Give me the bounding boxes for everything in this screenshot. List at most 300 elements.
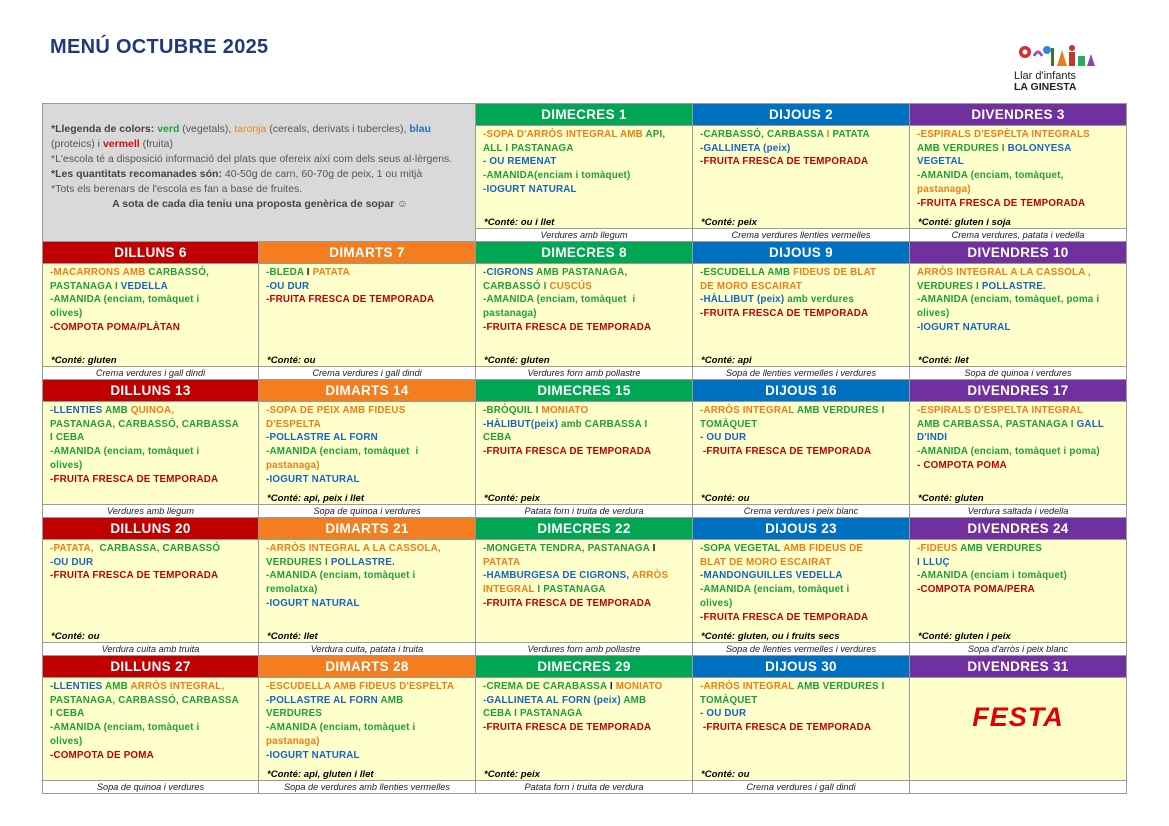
menu-text: remolatxa) <box>266 584 318 596</box>
menu-line <box>50 569 254 583</box>
day-menu <box>43 264 259 367</box>
day-menu <box>693 540 910 643</box>
menu-line <box>483 431 688 445</box>
menu-text: -GALLINETA AL FORN (peix) <box>483 694 624 706</box>
menu-text: MONIATO <box>541 405 589 416</box>
menu-text: AMB VERDURES I <box>796 681 885 692</box>
day-header: DIMECRES 15 <box>476 380 693 402</box>
menu-text: FIDEUS DE BLAT <box>793 267 877 278</box>
day-header: DIVENDRES 24 <box>910 518 1127 540</box>
menu-text: -ARRÒS INTEGRAL <box>700 405 797 416</box>
menu-items <box>693 402 909 459</box>
menu-text: -GALLINETA (peix) <box>700 142 791 154</box>
menu-line <box>50 321 254 335</box>
menu-text: olives) <box>917 308 950 320</box>
menu-text: -AMANIDA (enciam, tomàquet i <box>50 446 200 458</box>
allergen-note: *Conté: ou i llet <box>484 217 555 228</box>
menu-line <box>700 707 905 721</box>
menu-text: API, <box>645 129 666 140</box>
week-dinner-row <box>43 505 1127 518</box>
menu-text: pastanaga) <box>483 308 537 320</box>
menu-line <box>266 404 471 418</box>
menu-items <box>476 540 692 611</box>
menu-text: -OU DUR <box>50 556 94 568</box>
menu-line <box>266 418 471 432</box>
menu-text: ARRÒS <box>631 570 669 582</box>
menu-line <box>700 542 905 556</box>
day-menu <box>693 402 910 505</box>
menu-text: DE MORO ESCAIRAT <box>700 280 803 292</box>
menu-line <box>266 459 471 473</box>
menu-text: - OU DUR <box>700 432 747 444</box>
day-header: DIJOUS 16 <box>693 380 910 402</box>
day-menu <box>910 678 1127 781</box>
menu-line <box>50 749 254 763</box>
menu-line <box>483 293 688 307</box>
menu-line <box>266 721 471 735</box>
menu-line <box>50 445 254 459</box>
menu-line <box>266 707 471 721</box>
day-menu <box>910 540 1127 643</box>
menu-text: POLLASTRE. <box>330 556 395 568</box>
day-header: DIVENDRES 17 <box>910 380 1127 402</box>
menu-text: TOMÀQUET <box>700 694 758 706</box>
menu-line <box>917 307 1122 321</box>
menu-text: -POLLASTRE AL FORN <box>266 694 381 706</box>
menu-line <box>483 707 688 721</box>
dinner-suggestion: Crema verdures, patata i vedella <box>910 229 1127 242</box>
menu-text: ARRÒS INTEGRAL, <box>130 681 225 692</box>
menu-items <box>476 678 692 735</box>
menu-items <box>910 126 1126 210</box>
menu-line <box>483 680 688 694</box>
menu-text: AMB <box>104 405 131 416</box>
dinner-suggestion: Sopa de quinoa i verdures <box>910 367 1127 380</box>
menu-text: I LLUÇ <box>917 556 950 568</box>
menu-text: ARRÒS INTEGRAL A LA CASSOLA , <box>917 267 1091 278</box>
day-menu <box>43 402 259 505</box>
menu-line <box>266 597 471 611</box>
menu-line <box>700 556 905 570</box>
menu-line <box>266 749 471 763</box>
day-header: DIJOUS 30 <box>693 656 910 678</box>
day-menu <box>259 678 476 781</box>
menu-text: -CREMA DE CARABASSA <box>483 681 610 692</box>
menu-text: I CEBA <box>50 708 85 720</box>
day-menu <box>43 678 259 781</box>
legend-snacks-note: *Tots els berenars de l'escola es fan a base de fruites. <box>51 183 303 195</box>
menu-text: D'INDI <box>917 432 948 444</box>
menu-line <box>483 280 688 294</box>
menu-text: CARBASSA, CARBASSÓ <box>99 543 221 554</box>
menu-text: -FRUITA FRESCA DE TEMPORADA <box>483 321 652 333</box>
menu-text: -ESPIRALS D'ESPELTA INTEGRAL <box>917 405 1084 416</box>
menu-text: -AMANIDA (enciam, tomàquet i poma) <box>917 446 1100 458</box>
menu-items <box>476 402 692 459</box>
menu-text: AMB <box>380 694 404 706</box>
legend-quantities-label: *Les quantitats recomanades són: <box>51 168 222 180</box>
menu-items <box>259 402 475 486</box>
menu-text: -FRUITA FRESCA DE TEMPORADA <box>700 156 869 168</box>
menu-text: pastanaga) <box>917 183 971 195</box>
menu-text: amb verdures <box>787 294 854 306</box>
day-header: DIVENDRES 31 <box>910 656 1127 678</box>
menu-text: -BLEDA <box>266 267 307 278</box>
menu-line <box>700 128 905 142</box>
menu-line <box>50 694 254 708</box>
day-header: DIJOUS 9 <box>693 242 910 264</box>
menu-text: -SOPA DE PEIX AMB FIDEUS <box>266 405 406 416</box>
day-header: DIMECRES 29 <box>476 656 693 678</box>
menu-line <box>50 721 254 735</box>
menu-items <box>693 678 909 735</box>
day-menu <box>476 678 693 781</box>
menu-text: -AMANIDA (enciam, tomàquet, poma i <box>917 294 1100 306</box>
menu-text: VEGETAL <box>917 156 964 168</box>
menu-line <box>483 266 688 280</box>
menu-text: -IOGURT NATURAL <box>917 321 1011 333</box>
menu-line <box>700 280 905 294</box>
day-header: DIMECRES 1 <box>476 104 693 126</box>
menu-line <box>917 169 1122 183</box>
legend-dinner-note: A sota de cada dia teniu una proposta genèrica de sopar ☺ <box>112 198 408 210</box>
menu-line <box>917 128 1122 142</box>
menu-text: MONIATO <box>615 681 663 692</box>
legend-orange: taronja <box>234 123 267 135</box>
day-menu <box>43 540 259 643</box>
legend-orange-desc: (cereals, derivats i tubercles), <box>266 123 410 135</box>
menu-line <box>700 404 905 418</box>
menu-text: PATATA <box>483 556 521 568</box>
menu-text: AMB PASTANAGA, <box>536 267 628 278</box>
day-header: DIMARTS 28 <box>259 656 476 678</box>
dinner-suggestion: Sopa de llenties vermelles i verdures <box>693 643 910 656</box>
menu-text: -AMANIDA (enciam, tomàquet i <box>50 722 200 734</box>
day-menu <box>259 402 476 505</box>
menu-line <box>483 128 688 142</box>
menu-line <box>917 293 1122 307</box>
menu-text: AMB VERDURES <box>960 543 1043 554</box>
menu-text: -FRUITA FRESCA DE TEMPORADA <box>700 611 869 623</box>
menu-line <box>483 721 688 735</box>
menu-line <box>266 556 471 570</box>
menu-line <box>917 431 1122 445</box>
menu-text: -PATATA, <box>50 543 100 554</box>
allergen-note: *Conté: gluten <box>51 355 117 366</box>
menu-line <box>483 404 688 418</box>
day-header: DIMARTS 21 <box>259 518 476 540</box>
menu-line <box>483 155 688 169</box>
dinner-suggestion: Sopa de quinoa i verdures <box>259 505 476 518</box>
menu-line <box>266 569 471 583</box>
menu-text: -CARBASSÓ, CARBASSA <box>700 129 827 140</box>
menu-line <box>50 266 254 280</box>
day-header: DIMARTS 7 <box>259 242 476 264</box>
allergen-note: *Conté: gluten <box>484 355 550 366</box>
menu-text: CARBASSÓ, <box>148 267 210 278</box>
day-header: DIMARTS 14 <box>259 380 476 402</box>
menu-text: AMB <box>104 681 131 692</box>
menu-line <box>483 542 688 556</box>
dinner-suggestion: Verdura cuita, patata i truita <box>259 643 476 656</box>
menu-text: PASTANAGA I <box>50 280 121 292</box>
day-menu <box>693 126 910 229</box>
day-header: DIVENDRES 10 <box>910 242 1127 264</box>
allergen-note: *Conté: gluten, ou i fruits secs <box>701 631 840 642</box>
menu-items <box>476 126 692 197</box>
menu-line <box>266 542 471 556</box>
menu-text: -IOGURT NATURAL <box>483 183 577 195</box>
day-menu <box>259 540 476 643</box>
day-menu <box>476 402 693 505</box>
menu-text: -OU DUR <box>266 280 310 292</box>
menu-line <box>917 142 1122 156</box>
menu-line <box>50 418 254 432</box>
menu-line <box>917 583 1122 597</box>
menu-text: I PASTANAGA <box>537 584 606 596</box>
week-dinner-row <box>43 367 1127 380</box>
dinner-suggestion: Verdura saltada i vedella <box>910 505 1127 518</box>
menu-text: -AMANIDA (enciam, tomàquet i <box>700 584 850 596</box>
menu-line <box>917 266 1122 280</box>
menu-text: CEBA <box>483 432 512 444</box>
menu-text: -AMANIDA (enciam, tomàquet, <box>917 170 1067 182</box>
menu-text: olives) <box>50 308 83 320</box>
menu-text: pastanaga) <box>266 735 320 747</box>
school-logo <box>1012 42 1122 94</box>
menu-text: pastanaga) <box>266 459 320 471</box>
menu-text: -AMANIDA (enciam i tomàquet) <box>917 570 1068 582</box>
menu-line <box>50 293 254 307</box>
menu-line <box>50 473 254 487</box>
day-menu <box>693 678 910 781</box>
day-menu <box>910 126 1127 229</box>
dinner-suggestion: Patata forn i truita de verdura <box>476 781 693 794</box>
logo-figures-icon <box>1017 42 1097 68</box>
legend-label: *Llegenda de colors: <box>51 123 158 135</box>
menu-line <box>266 431 471 445</box>
menu-line <box>700 569 905 583</box>
menu-line <box>917 418 1122 432</box>
menu-items <box>693 540 909 624</box>
menu-text: -BRÒQUIL I <box>483 405 542 416</box>
menu-line <box>50 707 254 721</box>
menu-text: -SOPA D'ARRÒS INTEGRAL AMB <box>483 129 646 140</box>
menu-line <box>483 321 688 335</box>
menu-line <box>266 293 471 307</box>
menu-text: -LLENTIES <box>50 681 105 692</box>
menu-text: INTEGRAL <box>483 584 538 596</box>
menu-text: -CIGRONS <box>483 267 537 278</box>
menu-line <box>483 418 688 432</box>
menu-line <box>50 431 254 445</box>
week-menu-row <box>43 540 1127 643</box>
menu-text: -HAMBURGESA DE CIGRONS, <box>483 570 632 582</box>
legend-blue-desc: (proteics) i <box>51 138 103 150</box>
menu-line <box>483 556 688 570</box>
menu-text: -AMANIDA(enciam i tomàquet) <box>483 170 631 182</box>
day-menu <box>259 264 476 367</box>
menu-items <box>43 402 258 486</box>
dinner-suggestion: Patata forn i truita de verdura <box>476 505 693 518</box>
menu-text: -IOGURT NATURAL <box>266 597 360 609</box>
menu-text: POLLASTRE. <box>981 280 1046 292</box>
menu-line <box>917 321 1122 335</box>
menu-line <box>917 569 1122 583</box>
menu-items <box>476 264 692 335</box>
menu-items <box>43 678 258 762</box>
menu-line <box>700 431 905 445</box>
week-header-row <box>43 380 1127 402</box>
menu-line <box>700 266 905 280</box>
menu-line <box>266 445 471 459</box>
color-legend <box>43 104 476 242</box>
menu-items <box>259 540 475 611</box>
menu-items <box>43 540 258 583</box>
week-menu-row <box>43 678 1127 781</box>
menu-text: I CEBA <box>50 432 85 444</box>
day-header: DILLUNS 20 <box>43 518 259 540</box>
allergen-note: *Conté: api, gluten i llet <box>267 769 374 780</box>
menu-line <box>50 542 254 556</box>
menu-line <box>700 293 905 307</box>
menu-text: -HÀLIBUT(peix) <box>483 418 562 430</box>
dinner-suggestion: Verdures amb llegum <box>43 505 259 518</box>
menu-line <box>917 459 1122 473</box>
legend-quantities: 40-50g de carn, 60-70g de peix, 1 ou mitjà <box>221 168 423 180</box>
allergen-note: *Conté: llet <box>267 631 318 642</box>
allergen-note: *Conté: llet <box>918 355 969 366</box>
menu-text: I <box>306 267 313 278</box>
menu-text: GALL <box>1076 418 1105 430</box>
dinner-suggestion: Sopa de llenties vermelles i verdures <box>693 367 910 380</box>
menu-text: -FRUITA FRESCA DE TEMPORADA <box>700 308 869 320</box>
menu-text: -FRUITA FRESCA DE TEMPORADA <box>50 473 219 485</box>
dinner-suggestion: Crema verdures i gall dindi <box>43 367 259 380</box>
menu-text: AMB VERDURES I <box>796 405 885 416</box>
menu-line <box>917 197 1122 211</box>
menu-text: I <box>609 681 616 692</box>
menu-line <box>917 445 1122 459</box>
menu-text: -FRUITA FRESCA DE TEMPORADA <box>700 446 872 458</box>
menu-line <box>700 680 905 694</box>
day-menu <box>910 402 1127 505</box>
menu-line <box>483 307 688 321</box>
menu-line <box>483 694 688 708</box>
menu-line <box>917 183 1122 197</box>
menu-text: CEBA I PASTANAGA <box>483 708 583 720</box>
menu-line <box>266 735 471 749</box>
menu-line <box>700 583 905 597</box>
menu-text: - OU DUR <box>700 708 747 720</box>
menu-text: AMB CARBASSA, PASTANAGA I <box>917 418 1077 430</box>
dinner-suggestion: Crema verdures i gall dindi <box>693 781 910 794</box>
menu-text: -LLENTIES <box>50 405 105 416</box>
week-menu-row <box>43 402 1127 505</box>
week-header-row <box>43 518 1127 540</box>
allergen-note: *Conté: gluten <box>918 493 984 504</box>
allergen-note: *Conté: ou <box>267 355 316 366</box>
menu-line <box>266 280 471 294</box>
menu-text: I <box>826 129 833 140</box>
allergen-note: *Conté: api <box>701 355 752 366</box>
menu-text: - OU REMENAT <box>483 156 557 168</box>
legend-allergens-note: *L'escola té a disposició informació del plats que ofereix així com dels seus al·lèrgens. <box>51 153 453 165</box>
menu-text: VERDURES I <box>917 280 982 292</box>
menu-line <box>483 597 688 611</box>
menu-line <box>700 721 905 735</box>
menu-text: -IOGURT NATURAL <box>266 749 360 761</box>
logo-text-line2: LA GINESTA <box>1014 81 1077 93</box>
menu-line <box>266 473 471 487</box>
menu-line <box>483 569 688 583</box>
menu-text: -ESCUDELLA AMB FIDEUS D'ESPELTA <box>266 681 455 692</box>
menu-line <box>700 445 905 459</box>
menu-line <box>50 680 254 694</box>
menu-text: BLAT DE MORO ESCAIRAT <box>700 556 832 568</box>
day-header: DILLUNS 27 <box>43 656 259 678</box>
allergen-note: *Conté: ou <box>51 631 100 642</box>
menu-text: PASTANAGA, CARBASSÓ, CARBASSA <box>50 418 239 430</box>
day-header: DILLUNS 6 <box>43 242 259 264</box>
menu-text: VERDURES I <box>266 556 331 568</box>
allergen-note: *Conté: peix <box>484 769 540 780</box>
menu-text: BOLONYESA <box>1007 142 1072 154</box>
menu-line <box>50 556 254 570</box>
week-dinner-row <box>43 643 1127 656</box>
menu-line <box>483 183 688 197</box>
legend-red-desc: (fruita) <box>139 138 173 150</box>
dinner-suggestion: Sopa de verdures amb llenties vermelles <box>259 781 476 794</box>
dinner-suggestion: Verdures amb llegum <box>476 229 693 242</box>
menu-line <box>917 155 1122 169</box>
menu-text: PATATA <box>312 267 350 278</box>
legend-red: vermell <box>102 138 140 150</box>
day-header: DIJOUS 2 <box>693 104 910 126</box>
dinner-suggestion: Verdures forn amb pollastre <box>476 367 693 380</box>
dinner-suggestion: Crema verdures i peix blanc <box>693 505 910 518</box>
day-menu <box>693 264 910 367</box>
menu-line <box>917 542 1122 556</box>
menu-text: PATATA <box>832 129 870 140</box>
menu-line <box>50 307 254 321</box>
menu-line <box>266 266 471 280</box>
menu-text: -SOPA VEGETAL <box>700 543 784 554</box>
menu-line <box>483 583 688 597</box>
menu-line <box>917 556 1122 570</box>
allergen-note: *Conté: api, peix i llet <box>267 493 365 504</box>
menu-text: -AMANIDA (enciam, tomàquet i <box>266 570 416 582</box>
dinner-suggestion: Crema verdures i gall dindi <box>259 367 476 380</box>
menu-text: -MANDONGUILLES VEDELLA <box>700 570 843 582</box>
menu-text: -IOGURT NATURAL <box>266 473 360 485</box>
menu-text: olives) <box>700 597 733 609</box>
menu-text: -FRUITA FRESCA DE TEMPORADA <box>50 570 219 582</box>
menu-text: CARBASSÓ I <box>483 280 550 292</box>
allergen-note: *Conté: gluten i peix <box>918 631 1011 642</box>
day-header: DIVENDRES 3 <box>910 104 1127 126</box>
menu-text: -FRUITA FRESCA DE TEMPORADA <box>700 722 872 734</box>
legend-green: verd <box>157 123 180 135</box>
menu-line <box>266 583 471 597</box>
menu-table <box>42 103 1127 794</box>
menu-line <box>50 404 254 418</box>
allergen-note: *Conté: ou <box>701 493 750 504</box>
menu-text: QUINOA, <box>130 405 175 416</box>
menu-line <box>700 597 905 611</box>
dinner-suggestion: Verdures forn amb pollastre <box>476 643 693 656</box>
week-header-row <box>43 104 1127 126</box>
